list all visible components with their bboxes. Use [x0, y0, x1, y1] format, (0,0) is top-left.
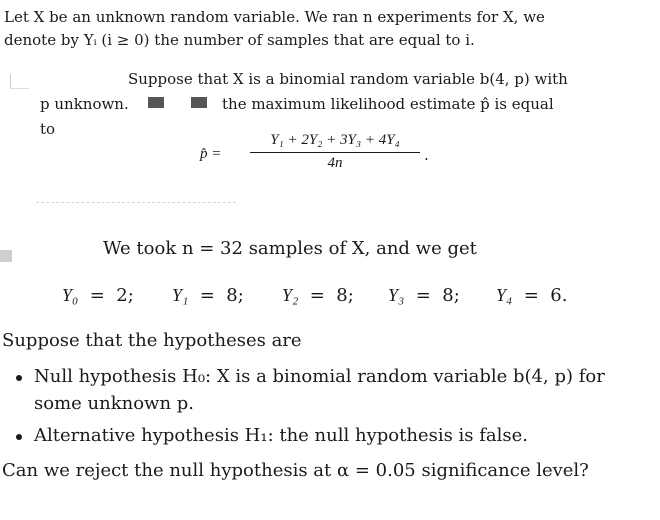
count-label: Y₃ [388, 285, 405, 305]
mle-fraction [250, 132, 420, 172]
mle-line-2-right: the maximum likelihood estimate p̂ is equal [222, 95, 554, 113]
bullet-dot [16, 375, 22, 381]
p-hat-lhs: p̂ = [200, 146, 222, 162]
question: Can we reject the null hypothesis at α = 0.05 significance level? [2, 460, 589, 481]
fraction-bar [250, 152, 420, 153]
null-hypothesis-line-2: some unknown p. [34, 393, 195, 414]
count-value: 8 [336, 285, 348, 306]
count-item: Y₂ = 8; [282, 285, 354, 306]
bullet-dot [16, 434, 22, 440]
count-item: Y₁ = 8; [172, 285, 244, 306]
count-label: Y₂ [282, 285, 299, 305]
intro-line-2: denote by Yᵢ (i ≥ 0) the number of samples that are equal to i. [4, 31, 475, 49]
redaction-block [191, 97, 207, 108]
fraction-period: . [424, 146, 429, 164]
mle-line-2-left: p unknown. [40, 95, 129, 113]
alt-hypothesis: Alternative hypothesis H₁: the null hypothesis is false. [34, 425, 529, 446]
hypotheses-intro: Suppose that the hypotheses are [2, 330, 302, 351]
scan-marker [0, 250, 12, 262]
count-label: Y₀ [62, 285, 79, 305]
scan-artifact [10, 74, 29, 89]
count-item: Y₄ = 6. [496, 285, 568, 306]
count-item: Y₃ = 8; [388, 285, 460, 306]
count-label: Y₁ [172, 285, 189, 305]
counts-end: . [561, 285, 568, 306]
mle-line-1: Suppose that X is a binomial random variable b(4, p) with [128, 70, 568, 88]
count-value: 2 [116, 285, 128, 306]
count-value: 6 [550, 285, 562, 306]
null-hypothesis-line-1: Null hypothesis H₀: X is a binomial random variable b(4, p) for [34, 366, 605, 387]
scan-artifact [36, 196, 236, 203]
count-value: 8 [442, 285, 454, 306]
count-value: 8 [226, 285, 238, 306]
count-item: Y₀ = 2; [62, 285, 134, 306]
mle-line-3: to [40, 120, 56, 138]
sample-counts [62, 285, 602, 313]
fraction-numerator: Y₁ + 2Y₂ + 3Y₃ + 4Y₄ [270, 132, 400, 148]
count-label: Y₄ [496, 285, 513, 305]
fraction-denominator: 4n [327, 155, 343, 171]
intro-line-1: Let X be an unknown random variable. We ran n experiments for X, we [4, 8, 545, 26]
samples-sentence: We took n = 32 samples of X, and we get [103, 238, 477, 259]
redaction-block [148, 97, 164, 108]
